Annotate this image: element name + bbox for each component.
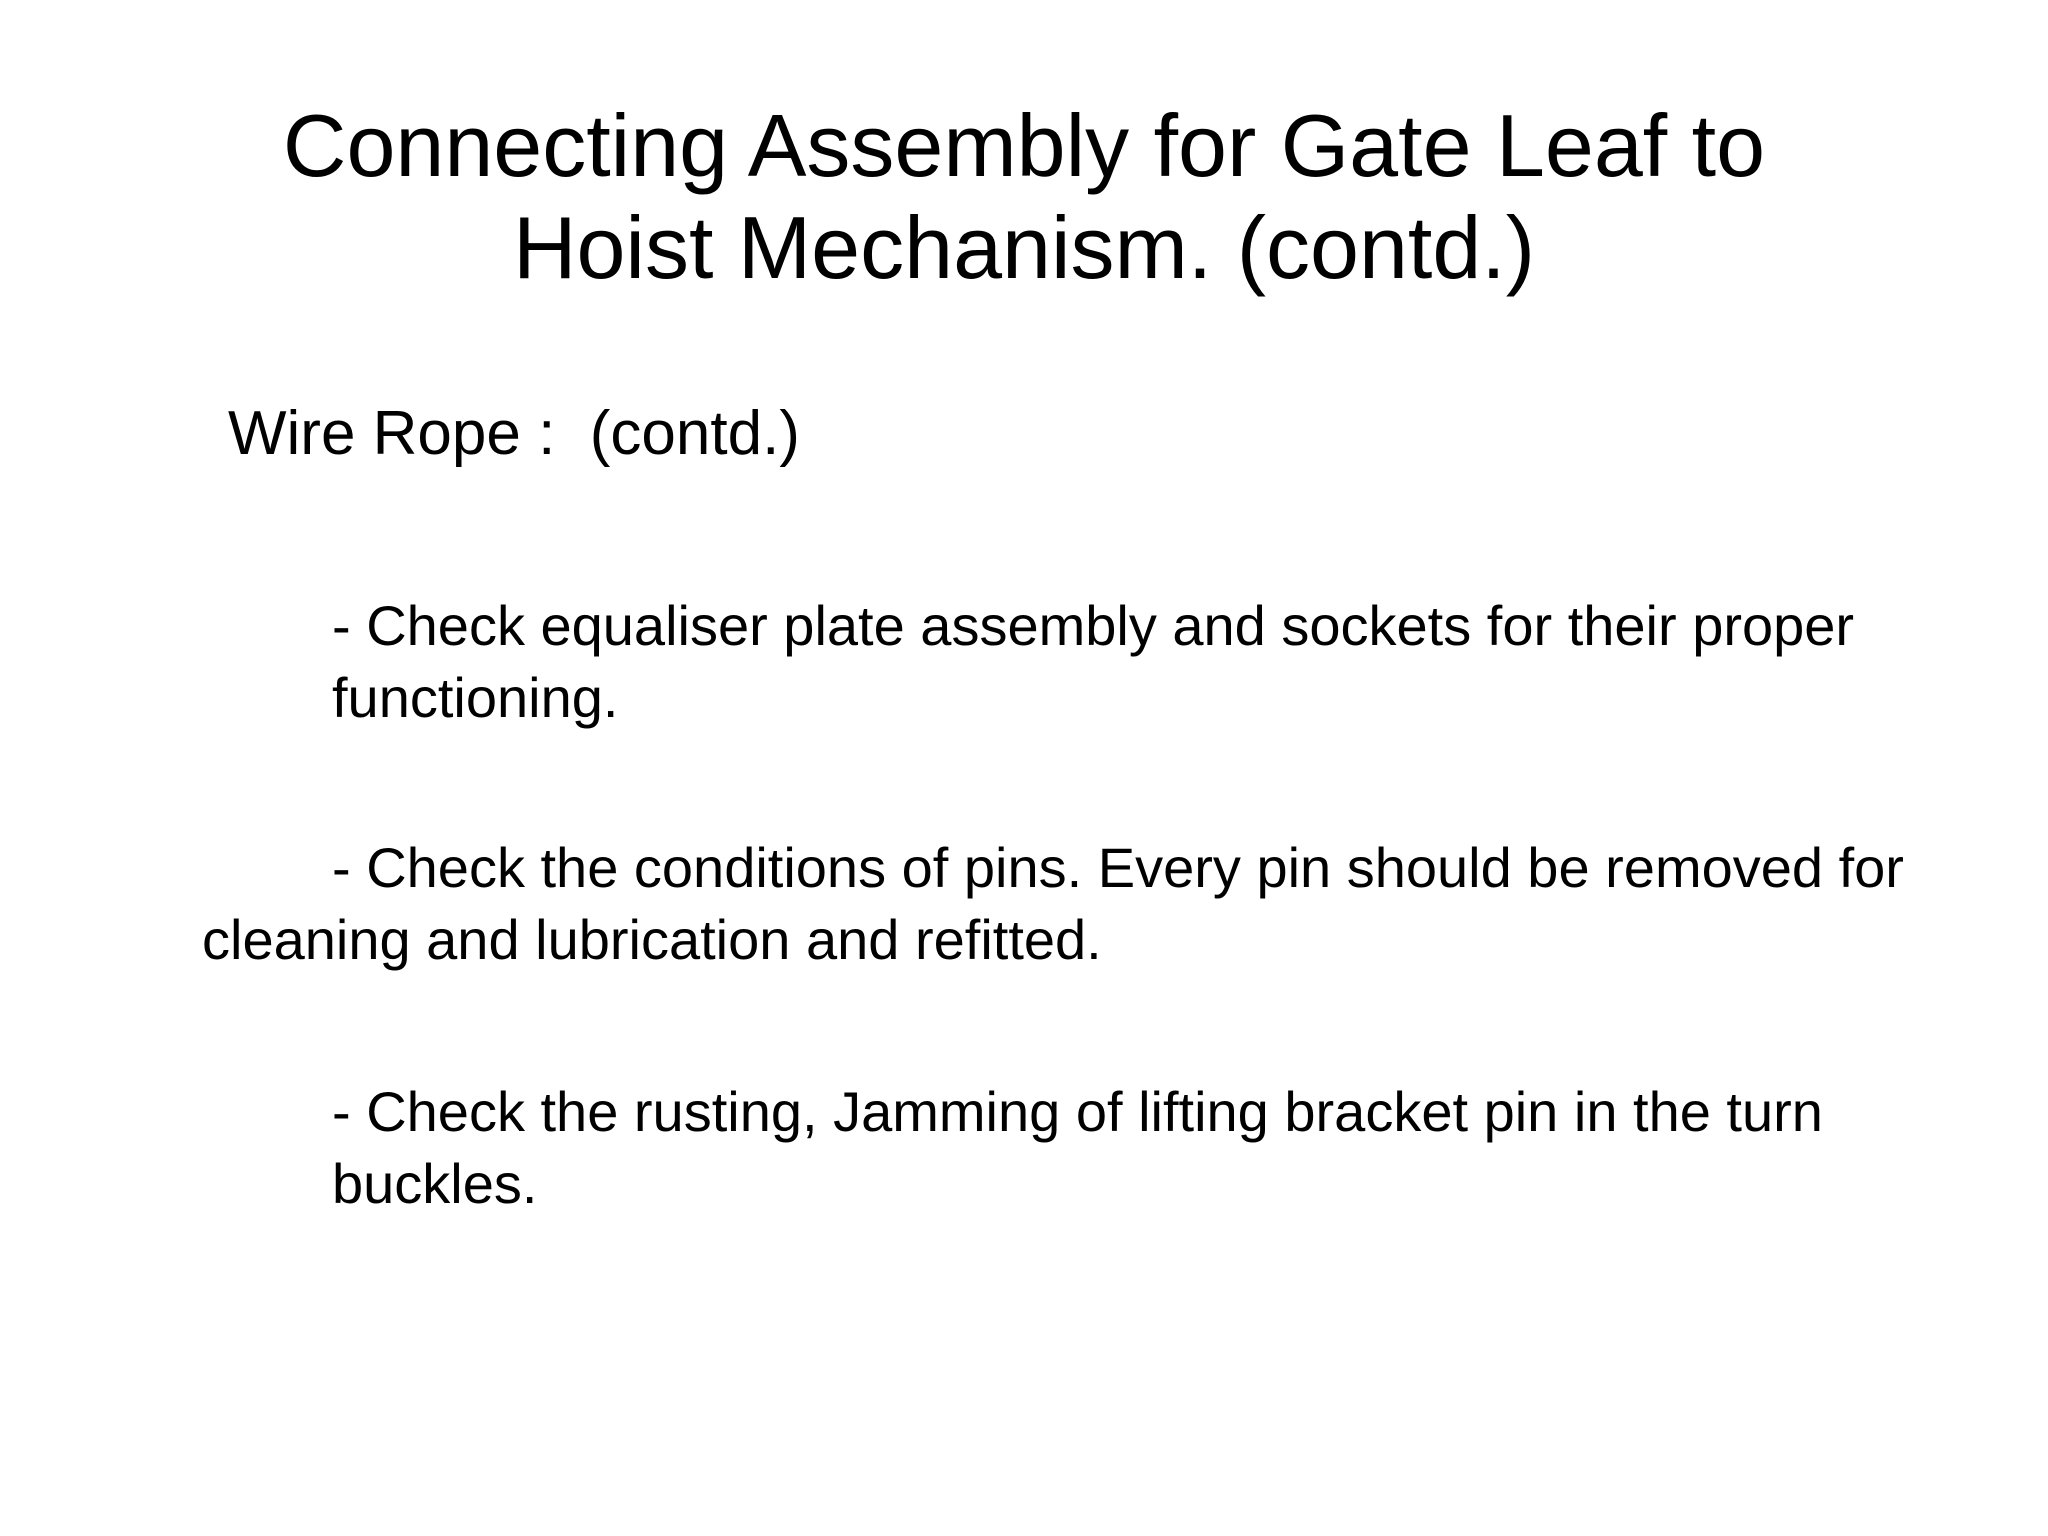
section-heading: Wire Rope : (contd.) — [228, 399, 800, 468]
slide-title — [0, 95, 2048, 299]
bullet-item-2: - Check the conditions of pins. Every pin should be removed for cleaning and lubrication and refitted. — [202, 836, 1904, 971]
slide-title-line-2: Hoist Mechanism. (contd.) — [512, 198, 1536, 297]
slide-title-line-1: Connecting Assembly for Gate Leaf to — [282, 96, 1766, 195]
bullet-item-3: - Check the rusting, Jamming of lifting bracket pin in the turn buckles. — [332, 1080, 1823, 1215]
bullet-item-1: - Check equaliser plate assembly and sockets for their proper functioning. — [332, 594, 1855, 729]
